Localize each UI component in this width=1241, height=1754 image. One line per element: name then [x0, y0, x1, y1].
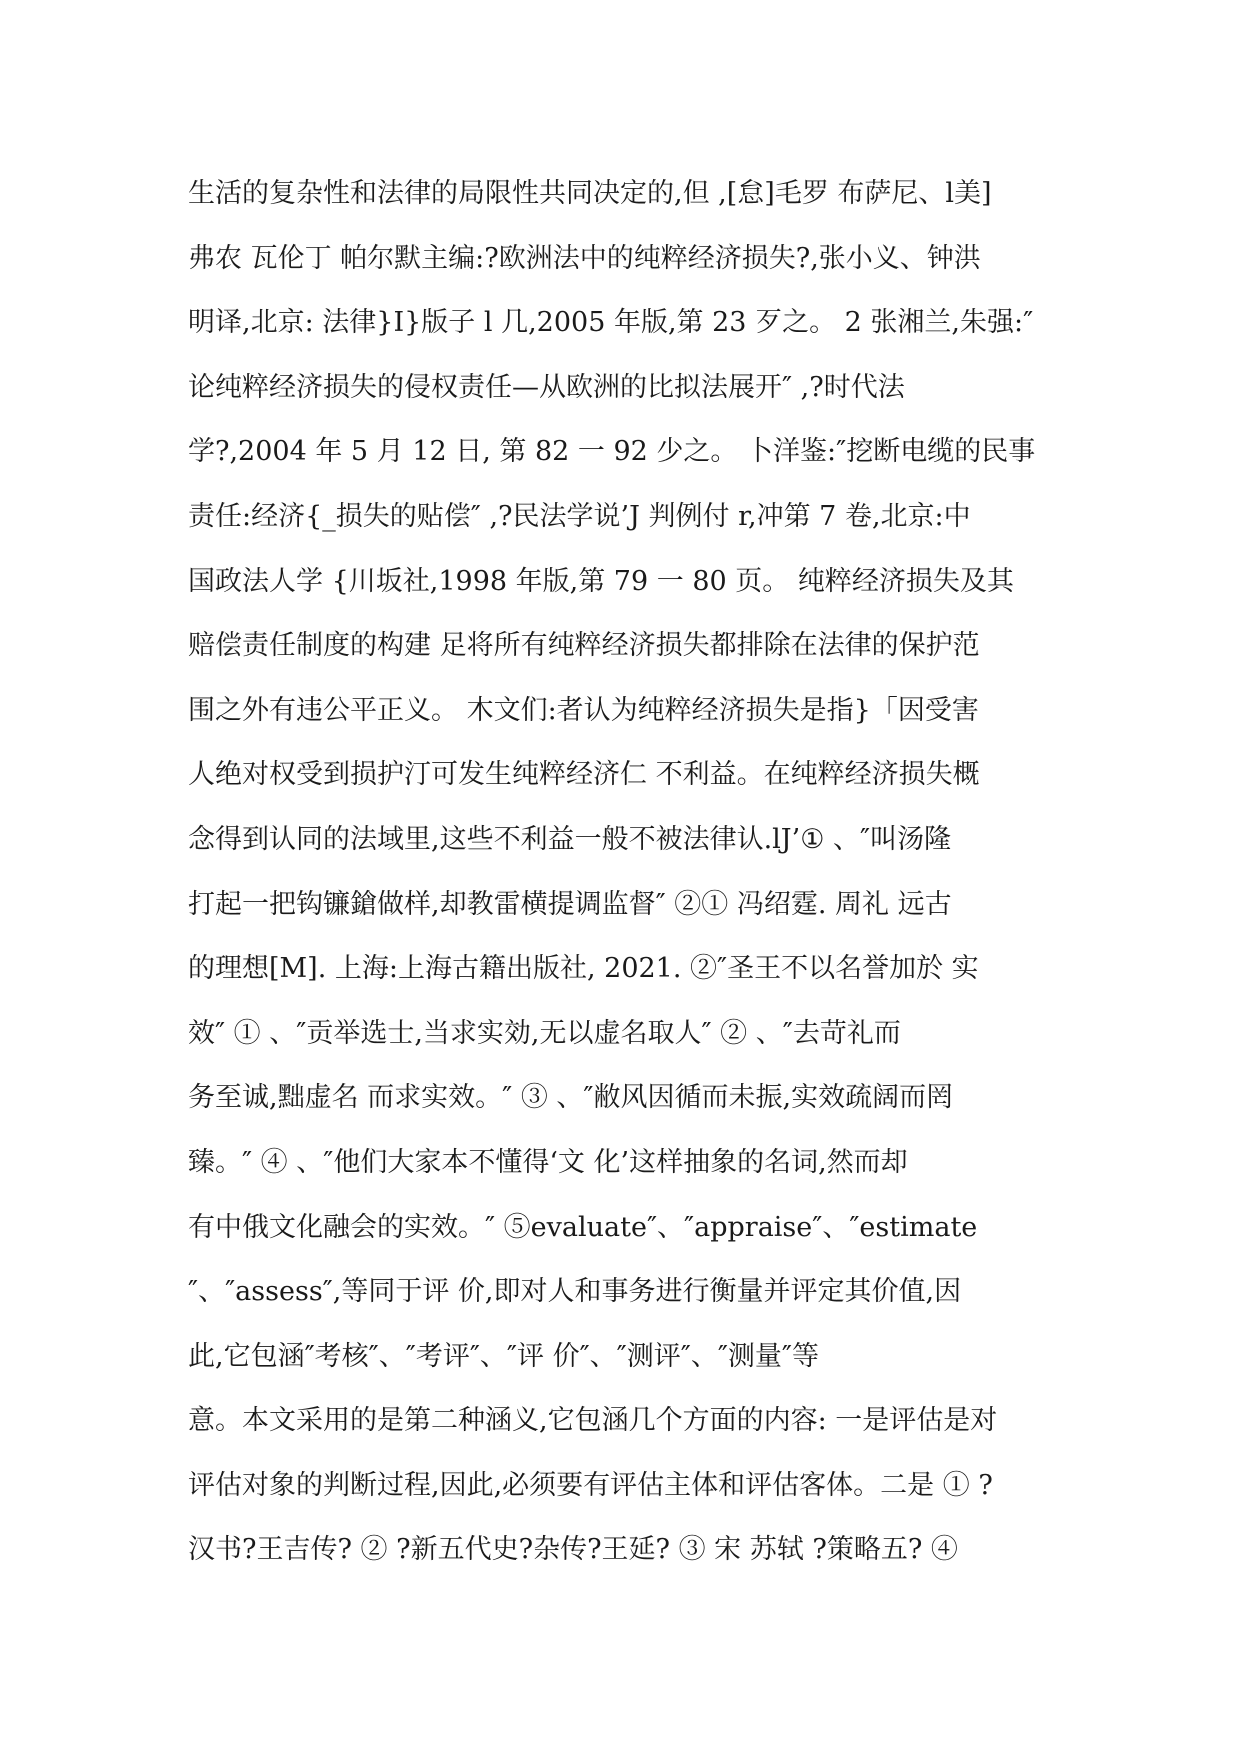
text-line: 的理想[M]. 上海:上海古籍出版社, 2021. ②″圣王不以名誉加於 实: [188, 953, 979, 985]
text-line: 打起一把钩镰鎗做样,却教雷横提调监督″ ②① 冯绍霆. 周礼 远古: [188, 888, 952, 920]
text-line: 围之外有违公平正义。 木文们:者认为纯粹经济损失是指}「因受害: [188, 694, 979, 726]
text-line: 明译,北京: 法律}I}版子 l 几,2005 年版,第 23 歹之。 2 张湘兰,朱强:″: [188, 307, 1034, 339]
text-line: 生活的复杂性和法律的局限性共同决定的,但 ,[怠]毛罗 布萨尼、l美]: [188, 178, 992, 209]
text-line: 念得到认同的法域里,这些不利益一般不被法律认.lJ’① 、″叫汤隆: [188, 823, 952, 855]
text-line: 论纯粹经济损失的侵权责任—从欧洲的比拟法展开″ ,?时代法: [188, 371, 905, 403]
text-line: 学?,2004 年 5 月 12 日, 第 82 一 92 少之。 卜洋鉴:″挖断电缆的民事: [188, 436, 1036, 468]
text-line: 赔偿责任制度的构建 足将所有纯粹经济损失都排除在法律的保护范: [188, 630, 980, 662]
text-line: 弗农 瓦伦丁 帕尔默主编:?欧洲法中的纯粹经济损失?,张小义、钟洪: [188, 242, 981, 274]
text-line: 国政法人学 {川坂社,1998 年版,第 79 一 80 页。 纯粹经济损失及其: [188, 565, 1014, 597]
text-line: 责任:经济{_损失的贴偿″ ,?民法学说’J 判例付 r,冲第 7 卷,北京:中: [188, 500, 971, 532]
text-line: 效″ ① 、″贡举选士,当求实効,无以虚名取人″ ② 、″去苛礼而: [188, 1017, 901, 1049]
text-line: 有中俄文化融会的实效。″ ⑤evaluate″、″appraise″、″estimate: [188, 1211, 978, 1243]
text-line: 评估对象的判断过程,因此,必须要有评估主体和评估客体。二是 ① ?: [188, 1469, 993, 1501]
text-line: ″、″assess″,等同于评 价,即对人和事务进行衡量并评定其价值,因: [188, 1276, 962, 1308]
text-line: 意。本文采用的是第二种涵义,它包涵几个方面的内容: 一是评估是对: [188, 1405, 998, 1437]
body-text: [188, 162, 1068, 1583]
text-line: 汉书?王吉传? ② ?新五代史?杂传?王延? ③ 宋 苏轼 ?策略五? ④: [188, 1534, 958, 1566]
text-line: 此,它包涵″考核″、″考评″、″评 价″、″测评″、″测量″等: [188, 1340, 820, 1372]
text-line: 人绝对权受到损护汀可发生纯粹经济仁 不利益。在纯粹经济损失概: [188, 759, 980, 791]
text-line: 臻。″ ④ 、″他们大家本不懂得‘文 化’这样抽象的名词,然而却: [188, 1146, 908, 1178]
text-line: 务至诚,黜虚名 而求实效。″ ③ 、″敝风因循而未振,实效疏阔而罔: [188, 1082, 954, 1114]
